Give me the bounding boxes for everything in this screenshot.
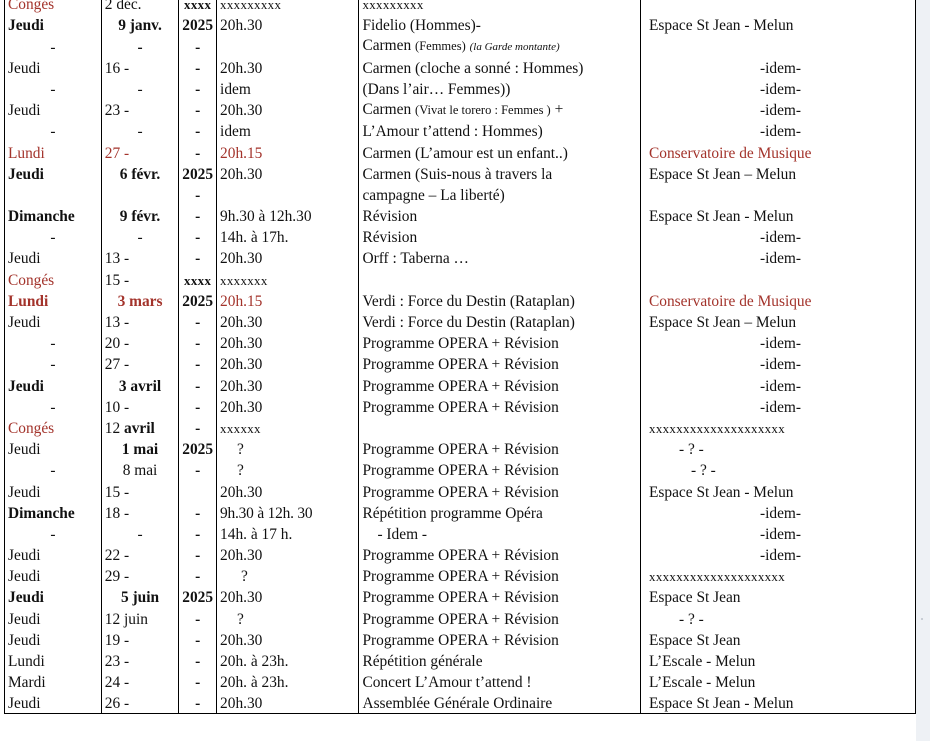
date-number: 12 [104, 419, 125, 437]
date-cell: 15 - [101, 480, 178, 501]
table-row [5, 163, 916, 184]
time-cell: 20h.30 [217, 586, 359, 607]
table-row [5, 417, 916, 438]
time-cell: ? [217, 438, 359, 459]
time-cell: 20h.30 [217, 396, 359, 417]
year-cell: xxxx [179, 0, 217, 14]
place-cell: -idem- [641, 374, 916, 395]
time-cell: 20h.30 [217, 692, 359, 714]
table-row [5, 459, 916, 480]
table-row [5, 438, 916, 459]
year-cell: - [179, 692, 217, 714]
table-row [5, 14, 916, 35]
day-cell: - [5, 523, 102, 544]
program-cell: Programme OPERA + Révision [359, 629, 641, 650]
time-cell: 20h. à 23h. [217, 650, 359, 671]
time-cell: xxxxxx [217, 417, 359, 438]
year-cell: - [179, 226, 217, 247]
place-cell: -idem- [641, 99, 916, 120]
year-cell: - [179, 205, 217, 226]
program-cell: Programme OPERA + Révision [359, 396, 641, 417]
year-cell: - [179, 184, 217, 205]
time-cell: 20h.15 [217, 290, 359, 311]
day-cell: Jeudi [5, 57, 102, 78]
day-cell: - [5, 396, 102, 417]
table-row [5, 396, 916, 417]
table-row [5, 141, 916, 162]
table-row [5, 205, 916, 226]
date-cell: 13 - [101, 311, 178, 332]
place-cell: Espace St Jean - Melun [641, 692, 916, 714]
day-cell: Jeudi [5, 163, 102, 184]
time-cell: ? [217, 607, 359, 628]
program-cell: Répétition programme Opéra [359, 502, 641, 523]
place-cell: Espace St Jean [641, 586, 916, 607]
date-cell: 5 juin [101, 586, 178, 607]
date-cell: 12 juin [101, 607, 178, 628]
place-cell: -idem- [641, 544, 916, 565]
day-cell: - [5, 120, 102, 141]
table-row [5, 353, 916, 374]
time-cell: 20h.30 [217, 353, 359, 374]
year-cell: - [179, 35, 217, 56]
place-cell: -idem- [641, 57, 916, 78]
table-row [5, 247, 916, 268]
time-cell: 9h.30 à 12h.30 [217, 205, 359, 226]
table-row [5, 35, 916, 56]
table-row [5, 502, 916, 523]
date-cell: - [101, 523, 178, 544]
day-cell: Jeudi [5, 629, 102, 650]
place-cell: Espace St Jean - Melun [641, 480, 916, 501]
time-cell: xxxxxxx [217, 268, 359, 289]
date-cell: 15 - [101, 268, 178, 289]
time-cell: idem [217, 120, 359, 141]
year-cell: 2025 [179, 163, 217, 184]
place-cell: L’Escale - Melun [641, 650, 916, 671]
day-cell: - [5, 459, 102, 480]
date-cell: 20 - [101, 332, 178, 353]
year-cell: - [179, 396, 217, 417]
place-cell: - ? - [641, 459, 916, 480]
program-cell: Programme OPERA + Révision [359, 586, 641, 607]
table-row [5, 480, 916, 501]
time-cell: ? [217, 459, 359, 480]
day-cell: Mardi [5, 671, 102, 692]
place-cell: -idem- [641, 523, 916, 544]
table-row [5, 184, 916, 205]
time-cell [217, 35, 359, 56]
program-cell: L’Amour t’attend : Hommes) [359, 120, 641, 141]
day-cell: Jeudi [5, 586, 102, 607]
day-cell: Congés [5, 268, 102, 289]
time-cell: ? [217, 565, 359, 586]
place-cell: -idem- [641, 502, 916, 523]
place-cell: -idem- [641, 120, 916, 141]
year-cell: - [179, 311, 217, 332]
program-cell: Verdi : Force du Destin (Rataplan) [359, 311, 641, 332]
time-cell: xxxxxxxxx [217, 0, 359, 14]
day-cell: - [5, 353, 102, 374]
place-cell [641, 268, 916, 289]
program-note: (Femmes) [415, 38, 466, 53]
year-cell: - [179, 417, 217, 438]
table-row [5, 99, 916, 120]
place-cell [641, 184, 916, 205]
time-cell: 20h.30 [217, 629, 359, 650]
program-cell: Programme OPERA + Révision [359, 353, 641, 374]
place-cell: -idem- [641, 353, 916, 374]
place-cell: Espace St Jean - Melun [641, 205, 916, 226]
program-cell: Révision [359, 226, 641, 247]
place-cell: - ? - [641, 438, 916, 459]
date-cell: 27 - [101, 141, 178, 162]
date-cell: - [101, 226, 178, 247]
table-row [5, 629, 916, 650]
year-cell: xxxx [179, 268, 217, 289]
year-cell: - [179, 650, 217, 671]
time-cell: 20h.30 [217, 374, 359, 395]
place-cell: -idem- [641, 247, 916, 268]
program-note: (Vivat le torero : Femmes ) [415, 103, 551, 118]
year-cell: - [179, 459, 217, 480]
date-cell: 13 - [101, 247, 178, 268]
place-cell: -idem- [641, 332, 916, 353]
year-cell: - [179, 99, 217, 120]
program-cell: Verdi : Force du Destin (Rataplan) [359, 290, 641, 311]
program-cell: Programme OPERA + Révision [359, 607, 641, 628]
program-note-italic: (la Garde montante) [469, 40, 560, 53]
program-cell [359, 268, 641, 289]
table-row [5, 78, 916, 99]
date-cell [101, 417, 178, 438]
time-cell: 14h. à 17 h. [217, 523, 359, 544]
date-cell: 8 mai [101, 459, 178, 480]
table-row [5, 0, 916, 14]
place-cell: Espace St Jean – Melun [641, 163, 916, 184]
program-tail: + [550, 101, 564, 119]
table-row [5, 268, 916, 289]
day-cell: - [5, 332, 102, 353]
time-cell: 20h.30 [217, 14, 359, 35]
time-cell: 20h.30 [217, 247, 359, 268]
place-cell: -idem- [641, 78, 916, 99]
program-cell: campagne – La liberté) [359, 184, 641, 205]
day-cell: - [5, 226, 102, 247]
place-cell: xxxxxxxxxxxxxxxxxxxx [641, 417, 916, 438]
program-cell: Programme OPERA + Révision [359, 565, 641, 586]
table-row [5, 311, 916, 332]
day-cell: Jeudi [5, 607, 102, 628]
year-cell: - [179, 629, 217, 650]
year-cell: - [179, 607, 217, 628]
scrollbar-indicator [921, 618, 923, 620]
place-cell: Espace St Jean – Melun [641, 311, 916, 332]
year-cell: - [179, 57, 217, 78]
time-cell: idem [217, 78, 359, 99]
place-cell: Conservatoire de Musique [641, 141, 916, 162]
date-cell: 19 - [101, 629, 178, 650]
place-cell: - ? - [641, 607, 916, 628]
day-cell: Lundi [5, 290, 102, 311]
day-cell: Jeudi [5, 480, 102, 501]
program-cell: Carmen (L’amour est un enfant..) [359, 141, 641, 162]
day-cell: Jeudi [5, 14, 102, 35]
time-cell: 14h. à 17h. [217, 226, 359, 247]
day-cell: Lundi [5, 141, 102, 162]
time-cell: 9h.30 à 12h. 30 [217, 502, 359, 523]
place-cell [641, 35, 916, 56]
day-cell: Jeudi [5, 374, 102, 395]
date-cell: - [101, 35, 178, 56]
day-cell: Congés [5, 0, 102, 14]
time-cell: 20h.30 [217, 332, 359, 353]
day-cell: Dimanche [5, 502, 102, 523]
day-cell: - [5, 78, 102, 99]
year-cell: - [179, 374, 217, 395]
program-cell: Fidelio (Hommes)- [359, 14, 641, 35]
year-cell: 2025 [179, 438, 217, 459]
day-cell: Jeudi [5, 99, 102, 120]
date-cell [101, 184, 178, 205]
program-cell: (Dans l’air… Femmes)) [359, 78, 641, 99]
date-cell: 16 - [101, 57, 178, 78]
table-row [5, 523, 916, 544]
time-cell: 20h.30 [217, 480, 359, 501]
place-cell: L’Escale - Melun [641, 671, 916, 692]
date-cell: 3 avril [101, 374, 178, 395]
program-cell: Programme OPERA + Révision [359, 438, 641, 459]
date-cell: 3 mars [101, 290, 178, 311]
date-cell: 10 - [101, 396, 178, 417]
program-cell: Programme OPERA + Révision [359, 480, 641, 501]
date-cell: 9 févr. [101, 205, 178, 226]
date-cell: 29 - [101, 565, 178, 586]
table-row [5, 332, 916, 353]
date-cell: 23 - [101, 99, 178, 120]
day-cell: - [5, 35, 102, 56]
date-cell: 18 - [101, 502, 178, 523]
program-cell: xxxxxxxxx [359, 0, 641, 14]
year-cell: - [179, 544, 217, 565]
program-cell: Programme OPERA + Révision [359, 459, 641, 480]
program-cell [359, 35, 641, 56]
program-text: Carmen [362, 36, 412, 54]
time-cell: 20h.30 [217, 57, 359, 78]
day-cell: Lundi [5, 650, 102, 671]
date-cell: 27 - [101, 353, 178, 374]
place-cell: -idem- [641, 396, 916, 417]
day-cell: Jeudi [5, 311, 102, 332]
table-row [5, 607, 916, 628]
place-cell: -idem- [641, 226, 916, 247]
table-row [5, 57, 916, 78]
year-cell: - [179, 78, 217, 99]
table-row [5, 650, 916, 671]
time-cell: 20h.15 [217, 141, 359, 162]
program-cell: Concert L’Amour t’attend ! [359, 671, 641, 692]
place-cell: xxxxxxxxxxxxxxxxxxxx [641, 565, 916, 586]
year-cell: - [179, 120, 217, 141]
day-cell: Congés [5, 417, 102, 438]
day-cell: Jeudi [5, 438, 102, 459]
program-cell: Programme OPERA + Révision [359, 374, 641, 395]
table-row [5, 692, 916, 714]
program-cell [359, 417, 641, 438]
day-cell: Jeudi [5, 565, 102, 586]
time-cell: 20h. à 23h. [217, 671, 359, 692]
year-cell: 2025 [179, 586, 217, 607]
date-cell: 23 - [101, 650, 178, 671]
time-cell: 20h.30 [217, 163, 359, 184]
day-cell: Jeudi [5, 247, 102, 268]
date-cell: 9 janv. [101, 14, 178, 35]
program-cell: - Idem - [359, 523, 641, 544]
time-cell: 20h.30 [217, 311, 359, 332]
date-cell: - [101, 120, 178, 141]
table-row [5, 120, 916, 141]
rehearsal-schedule-table [4, 0, 916, 714]
time-cell [217, 184, 359, 205]
date-cell: 24 - [101, 671, 178, 692]
place-cell [641, 0, 916, 14]
place-cell: Espace St Jean [641, 629, 916, 650]
place-cell: Conservatoire de Musique [641, 290, 916, 311]
year-cell: - [179, 141, 217, 162]
table-row [5, 226, 916, 247]
date-cell: 22 - [101, 544, 178, 565]
table-row [5, 565, 916, 586]
program-cell [359, 99, 641, 120]
program-cell: Révision [359, 205, 641, 226]
date-cell: 26 - [101, 692, 178, 714]
year-cell: - [179, 353, 217, 374]
program-cell: Programme OPERA + Révision [359, 544, 641, 565]
date-cell: - [101, 78, 178, 99]
program-text: Carmen [362, 101, 412, 119]
day-cell: Jeudi [5, 544, 102, 565]
program-cell: Orff : Taberna … [359, 247, 641, 268]
year-cell: 2025 [179, 290, 217, 311]
year-cell: - [179, 565, 217, 586]
date-cell: 2 déc. [101, 0, 178, 14]
year-cell [179, 480, 217, 501]
day-cell: Jeudi [5, 692, 102, 714]
year-cell: 2025 [179, 14, 217, 35]
date-month: avril [124, 419, 155, 437]
day-cell [5, 184, 102, 205]
program-cell: Carmen (cloche a sonné : Hommes) [359, 57, 641, 78]
year-cell: - [179, 523, 217, 544]
year-cell: - [179, 502, 217, 523]
table-row [5, 544, 916, 565]
date-cell: 6 févr. [101, 163, 178, 184]
year-cell: - [179, 671, 217, 692]
table-row [5, 374, 916, 395]
time-cell: 20h.30 [217, 99, 359, 120]
date-cell: 1 mai [101, 438, 178, 459]
table-row [5, 586, 916, 607]
program-cell: Programme OPERA + Révision [359, 332, 641, 353]
program-cell: Répétition générale [359, 650, 641, 671]
time-cell: 20h.30 [217, 544, 359, 565]
year-cell: - [179, 247, 217, 268]
program-cell: Assemblée Générale Ordinaire [359, 692, 641, 714]
year-cell: - [179, 332, 217, 353]
table-row [5, 290, 916, 311]
day-cell: Dimanche [5, 205, 102, 226]
program-cell: Carmen (Suis-nous à travers la [359, 163, 641, 184]
place-cell: Espace St Jean - Melun [641, 14, 916, 35]
table-row [5, 671, 916, 692]
